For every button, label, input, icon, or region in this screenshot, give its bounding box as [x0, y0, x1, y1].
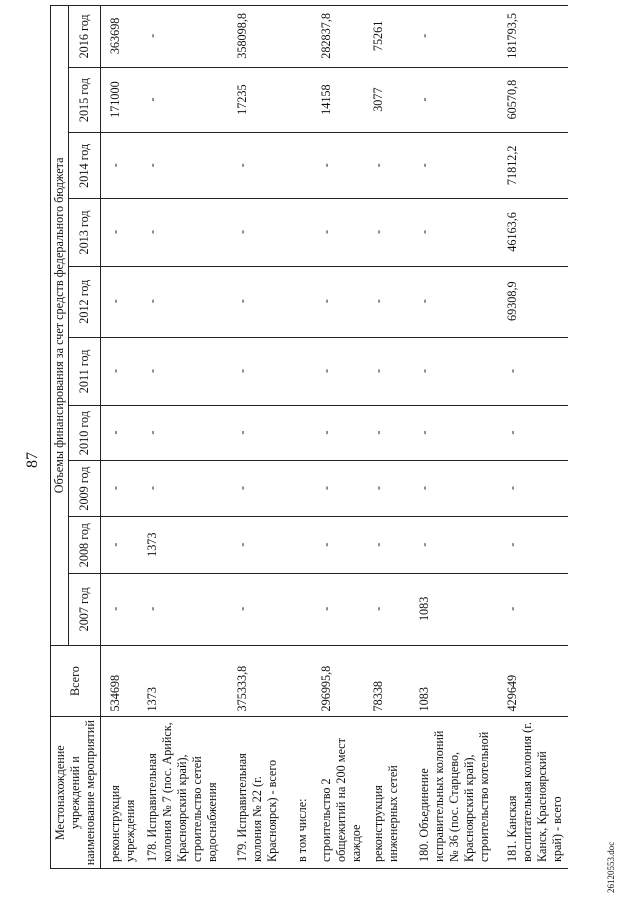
row-name: 181. Канская воспитательная колония (г. Канск, Красноярский край) - всего — [498, 717, 568, 869]
cell — [288, 6, 312, 68]
table-row — [138, 6, 228, 869]
cell: - — [312, 517, 364, 574]
cell: - — [312, 460, 364, 517]
cell: 358098,8 — [228, 6, 288, 68]
row-total: 429649 — [498, 645, 568, 717]
cell: - — [228, 337, 288, 406]
cell: - — [364, 460, 410, 517]
cell: 17235 — [228, 67, 288, 133]
cell: - — [364, 133, 410, 199]
cell: 14158 — [312, 67, 364, 133]
cell: - — [364, 517, 410, 574]
row-name: в том числе: — [288, 717, 312, 869]
row-name: строительство 2 общежитий на 200 мест каждое — [312, 717, 364, 869]
header-place: Местонахождение учреждений и наименование мероприятий — [51, 717, 101, 869]
cell: 46163,6 — [498, 199, 568, 267]
cell: 69308,9 — [498, 266, 568, 337]
cell: 1373 — [138, 517, 228, 574]
cell: 363698 — [101, 6, 139, 68]
cell: - — [138, 6, 228, 68]
header-year: 2013 год — [69, 199, 101, 267]
table-row — [101, 6, 139, 869]
row-name: 178. Исправительная колония № 7 (пос. Арийск, Красноярский край), строительство сетей водоснабжения — [138, 717, 228, 869]
cell: - — [101, 266, 139, 337]
cell: - — [138, 406, 228, 461]
cell: 1083 — [410, 573, 498, 645]
row-name: 180. Объединение исправительных колоний № 36 (пос. Старцево, Красноярский край), строительство котельной — [410, 717, 498, 869]
header-year: 2011 год — [69, 337, 101, 406]
cell: - — [101, 460, 139, 517]
cell: - — [138, 266, 228, 337]
table-row — [288, 6, 312, 869]
cell: 60570,8 — [498, 67, 568, 133]
row-name: 179. Исправительная колония № 22 (г. Красноярск) - всего — [228, 717, 288, 869]
cell: - — [312, 573, 364, 645]
page-number: 87 — [24, 452, 41, 468]
cell — [288, 199, 312, 267]
cell: - — [364, 573, 410, 645]
cell: - — [228, 573, 288, 645]
cell: - — [410, 199, 498, 267]
cell: - — [410, 337, 498, 406]
header-total: Всего — [51, 645, 101, 717]
cell: - — [498, 517, 568, 574]
cell: - — [228, 133, 288, 199]
cell: - — [410, 517, 498, 574]
cell: 282837,8 — [312, 6, 364, 68]
cell: - — [138, 337, 228, 406]
table-row — [228, 6, 288, 869]
row-name: реконструкция инженерных сетей — [364, 717, 410, 869]
cell: - — [498, 460, 568, 517]
row-total — [288, 645, 312, 717]
cell: - — [228, 199, 288, 267]
cell: - — [228, 517, 288, 574]
header-group: Объемы финансирования за счет средств федерального бюджета — [51, 6, 69, 646]
row-total: 534698 — [101, 645, 139, 717]
cell: 171000 — [101, 67, 139, 133]
cell — [288, 406, 312, 461]
cell: 3077 — [364, 67, 410, 133]
cell — [288, 67, 312, 133]
cell — [288, 573, 312, 645]
cell: - — [364, 337, 410, 406]
cell: - — [228, 460, 288, 517]
cell: - — [312, 199, 364, 267]
cell — [288, 460, 312, 517]
cell: - — [312, 337, 364, 406]
footer-filename: 26120553.doc — [606, 841, 616, 893]
cell: - — [101, 133, 139, 199]
cell — [288, 337, 312, 406]
cell — [288, 133, 312, 199]
header-year: 2007 год — [69, 573, 101, 645]
cell: - — [410, 266, 498, 337]
cell: - — [364, 199, 410, 267]
financing-table — [50, 5, 568, 869]
header-year: 2009 год — [69, 460, 101, 517]
header-year: 2016 год — [69, 6, 101, 68]
row-total: 1083 — [410, 645, 498, 717]
cell: - — [312, 133, 364, 199]
cell: - — [101, 406, 139, 461]
row-total: 296995,8 — [312, 645, 364, 717]
header-year: 2015 год — [69, 67, 101, 133]
table-row — [498, 6, 568, 869]
row-total: 375333,8 — [228, 645, 288, 717]
row-name: реконструкция учреждения — [101, 717, 139, 869]
cell — [288, 517, 312, 574]
cell: - — [498, 337, 568, 406]
cell: - — [101, 517, 139, 574]
cell: - — [410, 67, 498, 133]
row-total: 78338 — [364, 645, 410, 717]
header-year: 2014 год — [69, 133, 101, 199]
cell: - — [410, 460, 498, 517]
header-year: 2008 год — [69, 517, 101, 574]
table-row — [410, 6, 498, 869]
header-year: 2010 год — [69, 406, 101, 461]
header-year: 2012 год — [69, 266, 101, 337]
cell: - — [101, 337, 139, 406]
table-row — [312, 6, 364, 869]
cell: 181793,5 — [498, 6, 568, 68]
cell: - — [410, 6, 498, 68]
cell: - — [138, 460, 228, 517]
cell — [288, 266, 312, 337]
table-row — [364, 6, 410, 869]
cell: - — [138, 199, 228, 267]
cell: - — [498, 573, 568, 645]
cell: - — [312, 266, 364, 337]
cell: - — [228, 266, 288, 337]
cell: - — [101, 573, 139, 645]
cell: - — [410, 133, 498, 199]
cell: - — [138, 67, 228, 133]
table-body — [101, 6, 569, 869]
cell: - — [410, 406, 498, 461]
cell: - — [364, 266, 410, 337]
cell: - — [312, 406, 364, 461]
cell: 75261 — [364, 6, 410, 68]
cell: - — [364, 406, 410, 461]
cell: - — [101, 199, 139, 267]
cell: - — [498, 406, 568, 461]
cell: - — [228, 406, 288, 461]
cell: - — [138, 573, 228, 645]
cell: 71812,2 — [498, 133, 568, 199]
cell: - — [138, 133, 228, 199]
row-total: 1373 — [138, 645, 228, 717]
